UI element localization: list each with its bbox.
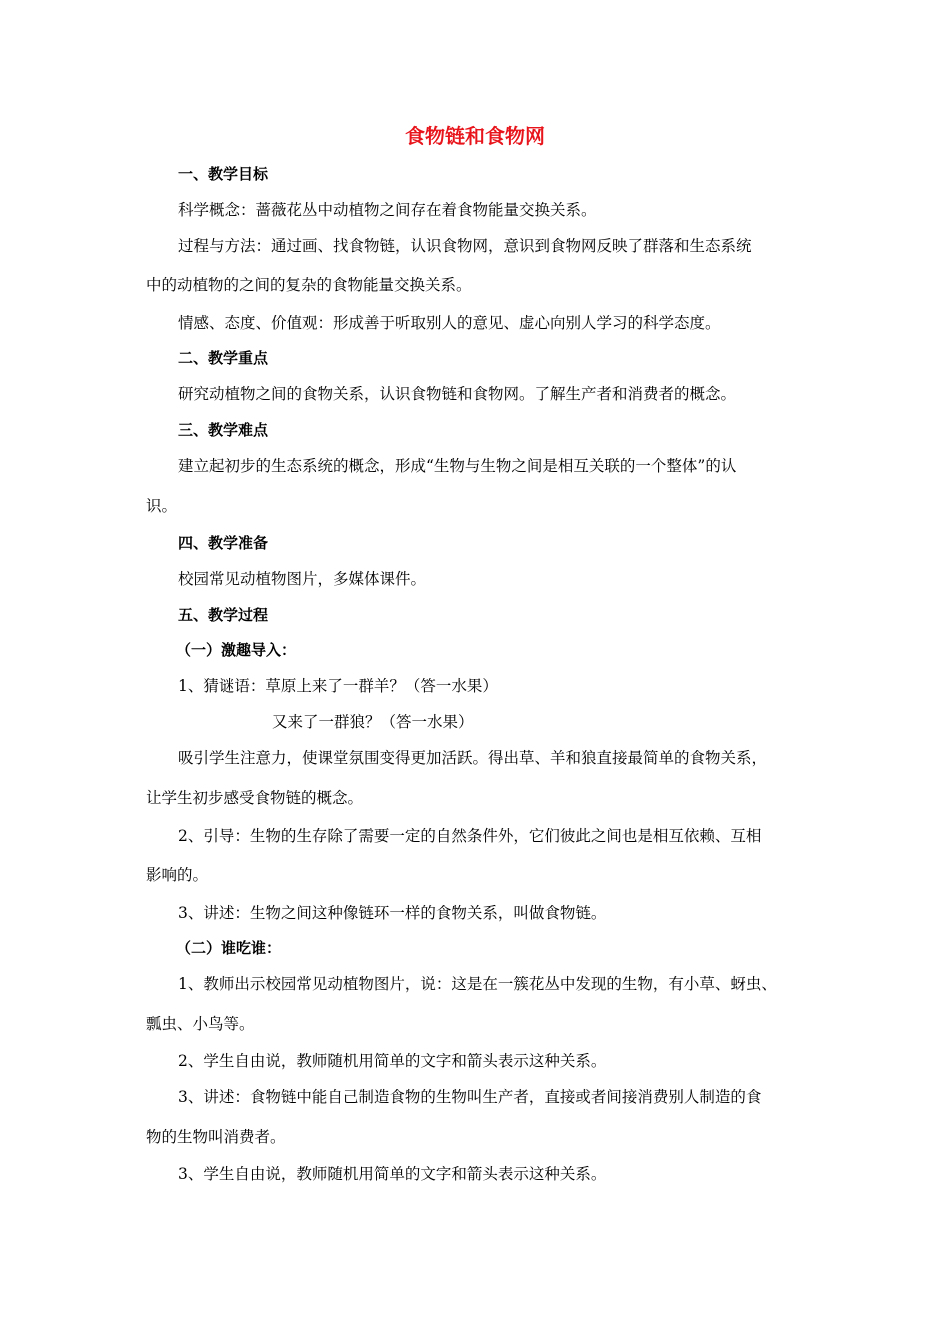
list-item-show-pictures-2: 瓢虫、小鸟等。	[146, 1015, 255, 1033]
section-heading-difficulties: 三、教学难点	[178, 421, 269, 439]
list-item-guide-2: 影响的。	[146, 866, 209, 884]
paragraph-difficulties-2: 识。	[146, 497, 178, 515]
paragraph-key-points: 研究动植物之间的食物关系，认识食物链和食物网。了解生产者和消费者的概念。	[178, 385, 737, 403]
subsection-heading-intro: （一）激趣导入：	[176, 641, 297, 659]
document-title: 食物链和食物网	[405, 124, 545, 148]
section-heading-key-points: 二、教学重点	[178, 349, 269, 367]
paragraph-process-method-2: 中的动植物的之间的复杂的食物能量交换关系。	[146, 276, 472, 294]
paragraph-process-method-1: 过程与方法：通过画、找食物链，认识食物网，意识到食物网反映了群落和生态系统	[178, 237, 752, 255]
paragraph-preparation: 校园常见动植物图片，多媒体课件。	[178, 570, 427, 588]
section-heading-process: 五、教学过程	[178, 606, 269, 624]
section-heading-objectives: 一、教学目标	[178, 165, 269, 183]
list-item-producer-consumer-2: 物的生物叫消费者。	[146, 1128, 286, 1146]
list-item-riddle-2: 又来了一群狼？（答一水果）	[272, 713, 474, 731]
list-item-producer-consumer-1: 3、讲述：食物链中能自己制造食物的生物叫生产者，直接或者间接消费别人制造的食	[178, 1088, 762, 1106]
list-item-riddle-1: 1、猜谜语：草原上来了一群羊？（答一水果）	[178, 677, 498, 695]
paragraph-attitude: 情感、态度、价值观：形成善于听取别人的意见、虚心向别人学习的科学态度。	[178, 314, 721, 332]
list-item-narrate-chain: 3、讲述：生物之间这种像链环一样的食物关系，叫做食物链。	[178, 904, 607, 922]
list-item-students-speak: 2、学生自由说，教师随机用简单的文字和箭头表示这种关系。	[178, 1052, 607, 1070]
paragraph-science-concept: 科学概念：蔷薇花丛中动植物之间存在着食物能量交换关系。	[178, 201, 597, 219]
list-item-guide-1: 2、引导：生物的生存除了需要一定的自然条件外，它们彼此之间也是相互依赖、互相	[178, 827, 762, 845]
list-item-students-speak-again: 3、学生自由说，教师随机用简单的文字和箭头表示这种关系。	[178, 1165, 607, 1183]
paragraph-attention-2: 让学生初步感受食物链的概念。	[146, 789, 364, 807]
paragraph-difficulties-1: 建立起初步的生态系统的概念，形成“生物与生物之间是相互关联的一个整体”的认	[178, 457, 737, 475]
paragraph-attention-1: 吸引学生注意力，使课堂氛围变得更加活跃。得出草、羊和狼直接最简单的食物关系，	[178, 749, 768, 767]
subsection-heading-who-eats-who: （二）谁吃谁：	[176, 939, 282, 957]
section-heading-preparation: 四、教学准备	[178, 534, 269, 552]
list-item-show-pictures-1: 1、教师出示校园常见动植物图片，说：这是在一簇花丛中发现的生物，有小草、蚜虫、	[178, 975, 777, 993]
